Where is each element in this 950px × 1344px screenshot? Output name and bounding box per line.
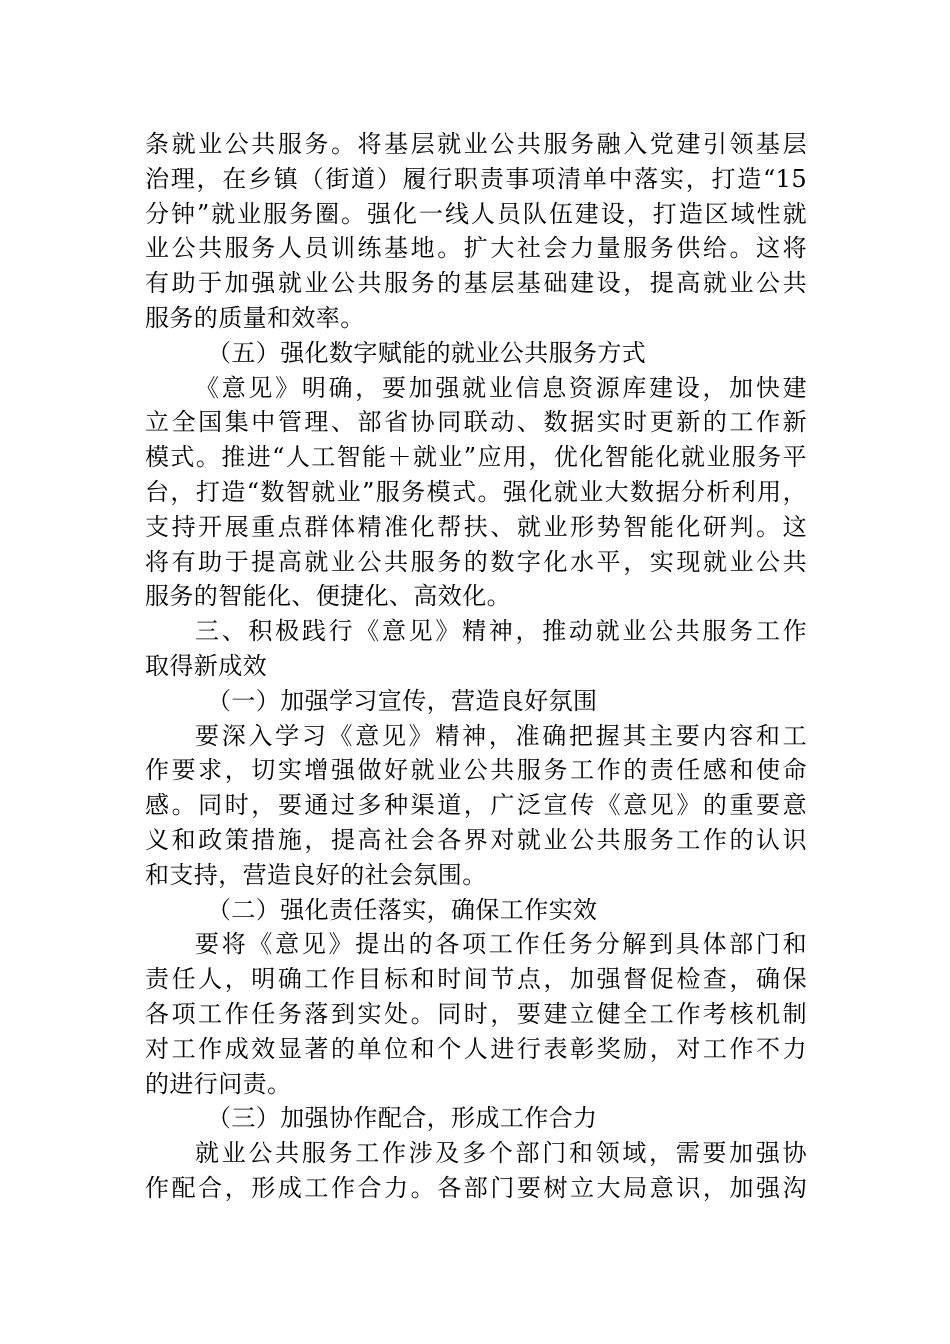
text-line: 要深入学习《意见》精神，准确把握其主要内容和工 (195, 721, 807, 750)
text-line: 义和政策措施，提高社会各界对就业公共服务工作的认识 (145, 825, 807, 854)
text-line: 条就业公共服务。将基层就业公共服务融入党建引领基层 (145, 130, 807, 158)
text-line: 台，打造“数智就业”服务模式。强化就业大数据分析利用， (145, 477, 807, 506)
section-heading: （二）强化责任落实，确保工作实效 (207, 895, 598, 924)
section-heading: （五）强化数字赋能的就业公共服务方式 (207, 338, 647, 367)
text-line: 和支持，营造良好的社会氛围。 (145, 860, 487, 889)
section-heading: （三）加强协作配合，形成工作合力 (207, 1104, 598, 1133)
text-line: 服务的质量和效率。 (145, 303, 365, 332)
text-line: 有助于加强就业公共服务的基层基础建设，提高就业公共 (145, 269, 807, 298)
text-line: 将有助于提高就业公共服务的数字化水平，实现就业公共 (145, 547, 807, 576)
text-line: 作要求，切实增强做好就业公共服务工作的责任感和使命 (145, 756, 807, 785)
text-line: 《意见》明确，要加强就业信息资源库建设，加快建 (195, 373, 807, 402)
text-line: 责任人，明确工作目标和时间节点，加强督促检查，确保 (145, 965, 807, 994)
text-line: 服务的智能化、便捷化、高效化。 (145, 582, 511, 611)
chapter-heading: 取得新成效 (145, 651, 267, 680)
text-line: 要将《意见》提出的各项工作任务分解到具体部门和 (195, 930, 807, 959)
text-line: 分钟”就业服务圈。强化一线人员队伍建设，打造区域性就 (145, 199, 807, 228)
text-line: 对工作成效显著的单位和个人进行表彰奖励，对工作不力 (145, 1034, 807, 1063)
text-line: 模式。推进“人工智能＋就业”应用，优化智能化就业服务平 (145, 443, 807, 472)
text-line: 支持开展重点群体精准化帮扶、就业形势智能化研判。这 (145, 512, 807, 541)
chapter-heading: 三、积极践行《意见》精神，推动就业公共服务工作 (195, 617, 807, 646)
text-line: 各项工作任务落到实处。同时，要建立健全工作考核机制 (145, 999, 807, 1028)
text-line: 立全国集中管理、部省协同联动、数据实时更新的工作新 (145, 408, 807, 437)
text-line: 治理，在乡镇（街道）履行职责事项清单中落实，打造“15 (145, 164, 807, 193)
text-line: 感。同时，要通过多种渠道，广泛宣传《意见》的重要意 (145, 791, 807, 820)
text-line: 作配合，形成工作合力。各部门要树立大局意识，加强沟 (145, 1173, 807, 1202)
text-line: 业公共服务人员训练基地。扩大社会力量服务供给。这将 (145, 234, 807, 263)
section-heading: （一）加强学习宣传，营造良好氛围 (207, 686, 598, 715)
text-line: 的进行问责。 (145, 1069, 292, 1098)
document-body (145, 127, 807, 1206)
text-line: 就业公共服务工作涉及多个部门和领域，需要加强协 (195, 1139, 807, 1168)
